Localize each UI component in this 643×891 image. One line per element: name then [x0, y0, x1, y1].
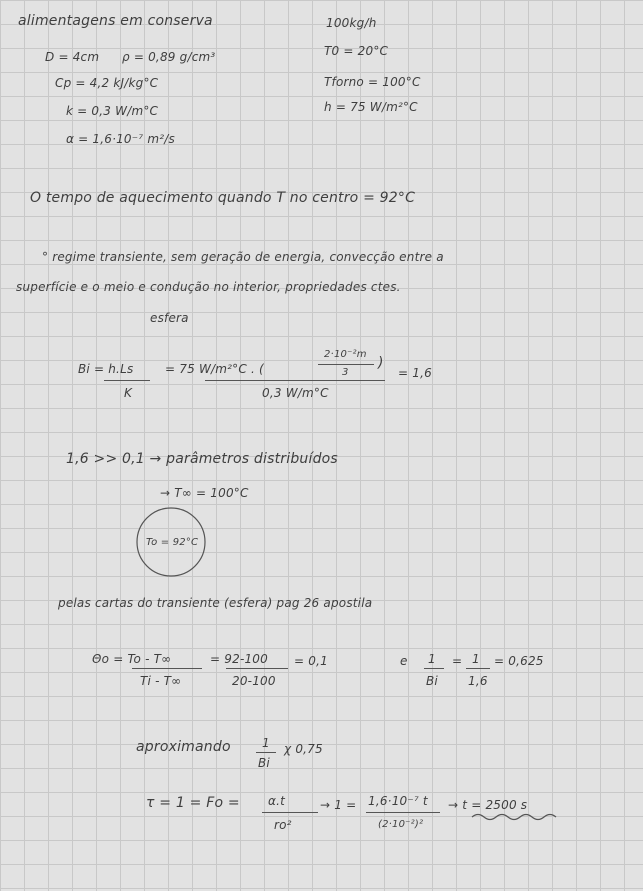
biot-frac-bar	[318, 364, 374, 365]
theta-val-bar	[226, 668, 288, 669]
final-tau: τ = 1 = Fo =	[146, 795, 240, 811]
result-underline-squiggle	[470, 812, 570, 822]
initial-temp: T0 = 20°C	[324, 44, 389, 58]
inv-num: 1	[428, 652, 436, 666]
biot-frac-num: 2·10⁻²m	[324, 349, 367, 360]
theta-and: e	[400, 654, 408, 668]
final-frac2-den: (2·10⁻²)²	[378, 819, 424, 830]
final-frac2-bar	[366, 812, 440, 813]
inv-eq: =	[452, 654, 463, 668]
theta-lhs-num: Θo = To - T∞	[92, 652, 172, 666]
center-temp: To = 92°C	[146, 537, 199, 548]
question: O tempo de aquecimento quando T no centro = 92°C	[30, 190, 416, 206]
theta-lhs-bar	[132, 668, 202, 669]
biot-main-bar	[205, 380, 385, 381]
final-frac-num: α.t	[268, 794, 286, 808]
biot-mid: = 75 W/m²°C . (	[165, 362, 264, 376]
assumption-line-1: ° regime transiente, sem geração de energia, convecção entre a	[42, 250, 444, 264]
biot-frac-den: 3	[342, 367, 349, 378]
oven-temp: Tforno = 100°C	[324, 75, 421, 89]
biot-lhs-den: K	[124, 386, 133, 400]
biot-den: 0,3 W/m°C	[262, 386, 329, 400]
ambient-temp: → T∞ = 100°C	[160, 486, 249, 500]
density: ρ = 0,89 g/cm³	[122, 50, 216, 64]
rate: 100kg/h	[326, 16, 377, 30]
assumption-line-2: superfície e o meio e condução no interior, propriedades ctes.	[16, 280, 401, 294]
inv-bar-2	[466, 668, 490, 669]
final-result: → t = 2500 s	[448, 798, 528, 812]
geometry-sphere: esfera	[150, 311, 189, 325]
title: alimentagens em conserva	[18, 13, 213, 29]
inv-num-2: 1	[472, 652, 480, 666]
theta-val-num: = 92-100	[210, 652, 268, 666]
charts-note: pelas cartas do transiente (esfera) pag 26 apostila	[58, 596, 373, 610]
approx-frac-num: 1	[262, 736, 270, 750]
biot-lhs-bar	[104, 380, 150, 381]
approx-frac-bar	[256, 752, 276, 753]
biot-comparison: 1,6 >> 0,1 → parâmetros distribuídos	[66, 451, 338, 467]
approx-label: aproximando	[136, 739, 231, 755]
conductivity: k = 0,3 W/m°C	[66, 104, 159, 118]
inv-result: = 0,625	[494, 654, 544, 668]
biot-result: = 1,6	[398, 366, 432, 380]
final-frac-den: ro²	[274, 818, 292, 832]
final-frac-bar	[262, 812, 318, 813]
approx-rest: χ 0,75	[284, 742, 323, 756]
inv-den-2: 1,6	[468, 674, 488, 688]
final-arrow: → 1 =	[320, 798, 357, 812]
biot-lhs: Bi = h.Ls	[78, 362, 134, 376]
diffusivity: α = 1,6·10⁻⁷ m²/s	[66, 132, 175, 146]
biot-close-paren: )	[378, 355, 384, 371]
convection-coef: h = 75 W/m²°C	[324, 100, 418, 114]
specific-heat: Cp = 4,2 kJ/kg°C	[55, 76, 159, 90]
theta-val-res: = 0,1	[294, 654, 328, 668]
inv-bar	[424, 668, 444, 669]
approx-frac-den: Bi	[258, 756, 270, 770]
theta-val-den: 20-100	[232, 674, 276, 688]
theta-lhs-den: Ti - T∞	[140, 674, 182, 688]
diameter: D = 4cm	[45, 50, 100, 64]
final-frac2-num: 1,6·10⁻⁷ t	[368, 794, 428, 808]
inv-den: Bi	[426, 674, 438, 688]
